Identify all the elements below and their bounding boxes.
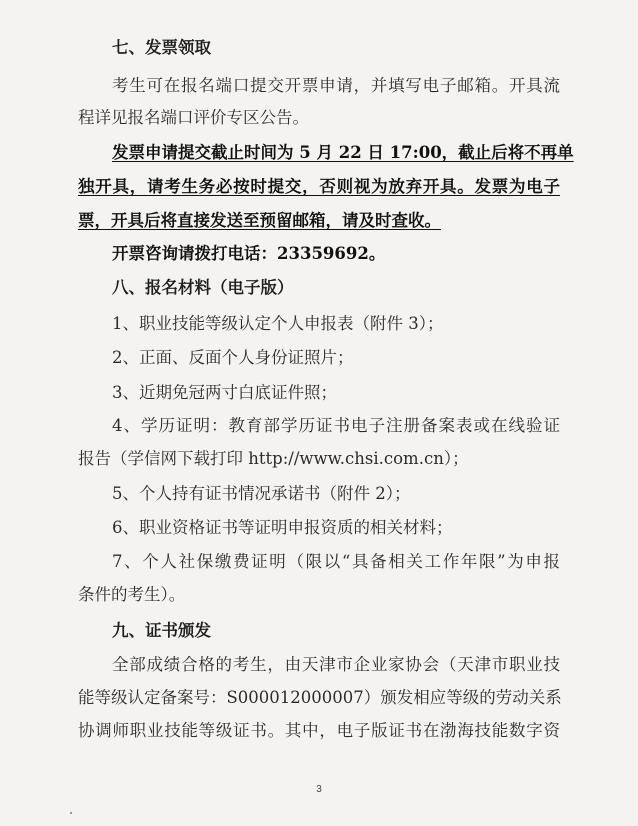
material-item-4-line-1: 4、学历证明：教育部学历证书电子注册备案表或在线验证	[112, 416, 560, 435]
material-item-4-line-2: 报告（学信网下载打印 http://www.chsi.com.cn）；	[78, 449, 469, 468]
invoice-deadline-notice-line-2: 独开具，请考生务必按时提交，否则视为放弃开具。发票为电子	[78, 177, 560, 196]
section-9-paragraph-line-1: 全部成绩合格的考生，由天津市企业家协会（天津市职业技	[112, 655, 560, 674]
material-item-2: 2、正面、反面个人身份证照片；	[112, 348, 354, 367]
material-item-1: 1、职业技能等级认定个人申报表（附件 3）；	[112, 314, 444, 333]
material-item-6: 6、职业资格证书等证明申报资质的相关材料；	[112, 518, 453, 537]
section-9-paragraph-line-3: 协调师职业技能等级证书。其中，电子版证书在渤海技能数字资	[78, 721, 560, 740]
section-7-heading: 七、发票领取	[112, 38, 211, 57]
material-item-7-line-2: 条件的考生）。	[78, 585, 186, 604]
invoice-deadline-notice-line-1: 发票申请提交截止时间为 5 月 22 日 17:00，截止后将不再单	[112, 143, 574, 162]
section-7-paragraph-line-2: 程详见报名端口评价专区公告。	[78, 108, 309, 127]
section-8-heading: 八、报名材料（电子版）	[112, 278, 294, 297]
section-7-paragraph-line-1: 考生可在报名端口提交开票申请，并填写电子邮箱。开具流	[112, 76, 560, 95]
invoice-phone-line: 开票咨询请拨打电话：23359692。	[112, 244, 386, 263]
material-item-3: 3、近期免冠两寸白底证件照；	[112, 383, 337, 402]
scan-speck	[70, 812, 72, 814]
material-item-5: 5、个人持有证书情况承诺书（附件 2）；	[112, 484, 411, 503]
section-9-heading: 九、证书颁发	[112, 621, 211, 640]
page-number: 3	[316, 784, 322, 795]
invoice-deadline-notice-line-3: 票，开具后将直接发送至预留邮箱，请及时查收。	[78, 211, 441, 230]
material-item-7-line-1: 7、个人社保缴费证明（限以“具备相关工作年限”为申报	[112, 552, 560, 571]
section-9-paragraph-line-2: 能等级认定备案号：S000012000007）颁发相应等级的劳动关系	[78, 688, 562, 707]
